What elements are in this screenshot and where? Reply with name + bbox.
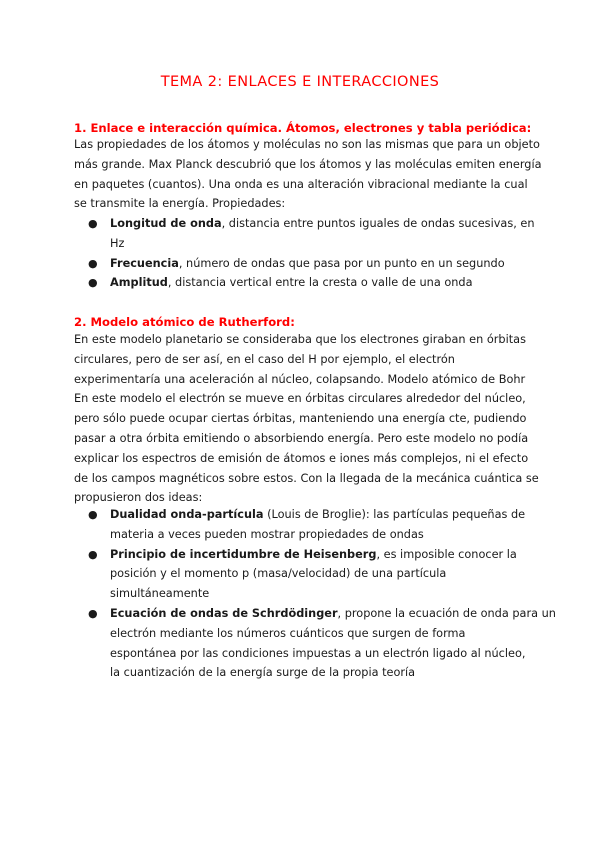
list-item [74,214,544,254]
paragraph-line: más grande. Max Planck descubrió que los átomos y las moléculas emiten energía [74,157,542,171]
bullet-icon: ● [88,256,98,270]
bullet-text: espontánea por las condiciones impuestas a un electrón ligado al núcleo, [110,646,526,660]
paragraph-line: explicar los espectros de emisión de átomos e iones más complejos, ni el efecto [74,451,529,465]
bullet-text: , es imposible conocer la [376,547,517,561]
section-2-bullet-list [74,505,556,683]
bullet-text: (Louis de Broglie): las partículas pequeñas de [263,508,526,521]
section-2-heading: 2. Modelo atómico de Rutherford: [74,315,295,329]
list-item [74,273,544,293]
section-2-paragraph [74,330,539,508]
bullet-icon: ● [88,606,98,620]
paragraph-line: Las propiedades de los átomos y moléculas no son las mismas que para un objeto [74,138,540,151]
paragraph-line: pero sólo puede ocupar ciertas órbitas, manteniendo una energía cte, pudiendo [74,412,527,426]
bullet-text: electrón mediante los números cuánticos que surgen de forma [110,626,466,640]
bullet-text: simultáneamente [110,587,210,601]
paragraph-line: En este modelo el electrón se mueve en órbitas circulares alrededor del núcleo, [74,392,526,406]
paragraph-line: en paquetes (cuantos). Una onda es una alteración vibracional mediante la cual [74,177,528,191]
bullet-icon: ● [88,547,98,561]
bullet-text: , distancia entre puntos iguales de ondas sucesivas, en [221,217,535,230]
list-item [74,254,544,274]
paragraph-line: En este modelo planetario se consideraba que los electrones giraban en órbitas [74,333,526,346]
paragraph-line: pasar a otra órbita emitiendo o absorbiendo energía. Pero este modelo no podía [74,431,529,445]
bullet-term: Frecuencia [110,256,179,270]
paragraph-line: de los campos magnéticos sobre estos. Con la llegada de la mecánica cuántica se [74,471,539,485]
paragraph-line: propusieron dos ideas: [74,491,203,505]
paragraph-line: se transmite la energía. Propiedades: [74,197,286,211]
bullet-icon: ● [88,276,98,290]
document-title: TEMA 2: ENLACES E INTERACCIONES [160,74,440,90]
bullet-text: , distancia vertical entre la cresta o valle de una onda [167,276,473,290]
bullet-text: , número de ondas que pasa por un punto en un segundo [178,256,505,270]
bullet-term: Ecuación de ondas de Schrdödinger [110,606,338,620]
section-1-heading: 1. Enlace e interacción química. Átomos, electrones y tabla periódica: [74,121,532,135]
paragraph-line: circulares, pero de ser así, en el caso del H por ejemplo, el electrón [74,352,455,366]
list-item [74,604,556,683]
bullet-text: posición y el momento p (masa/velocidad) de una partícula [110,567,447,581]
section-1-paragraph [74,135,542,214]
bullet-text: materia a veces pueden mostrar propiedades de ondas [110,527,424,541]
paragraph-line: experimentaría una aceleración al núcleo, colapsando. Modelo atómico de Bohr [74,372,526,386]
bullet-icon: ● [88,217,98,230]
bullet-text: la cuantización de la energía surge de la propia teoría [110,666,416,680]
section-1-bullet-list [74,214,544,293]
list-item [74,505,544,545]
bullet-term: Principio de incertidumbre de Heisenberg [110,547,377,561]
bullet-term: Longitud de onda [110,217,222,230]
list-item [74,545,544,604]
bullet-term: Amplitud [110,276,168,290]
bullet-icon: ● [88,508,98,521]
bullet-term: Dualidad onda-partícula [110,508,264,521]
bullet-text: , propone la ecuación de onda para un [337,606,556,620]
bullet-text: Hz [110,236,125,250]
